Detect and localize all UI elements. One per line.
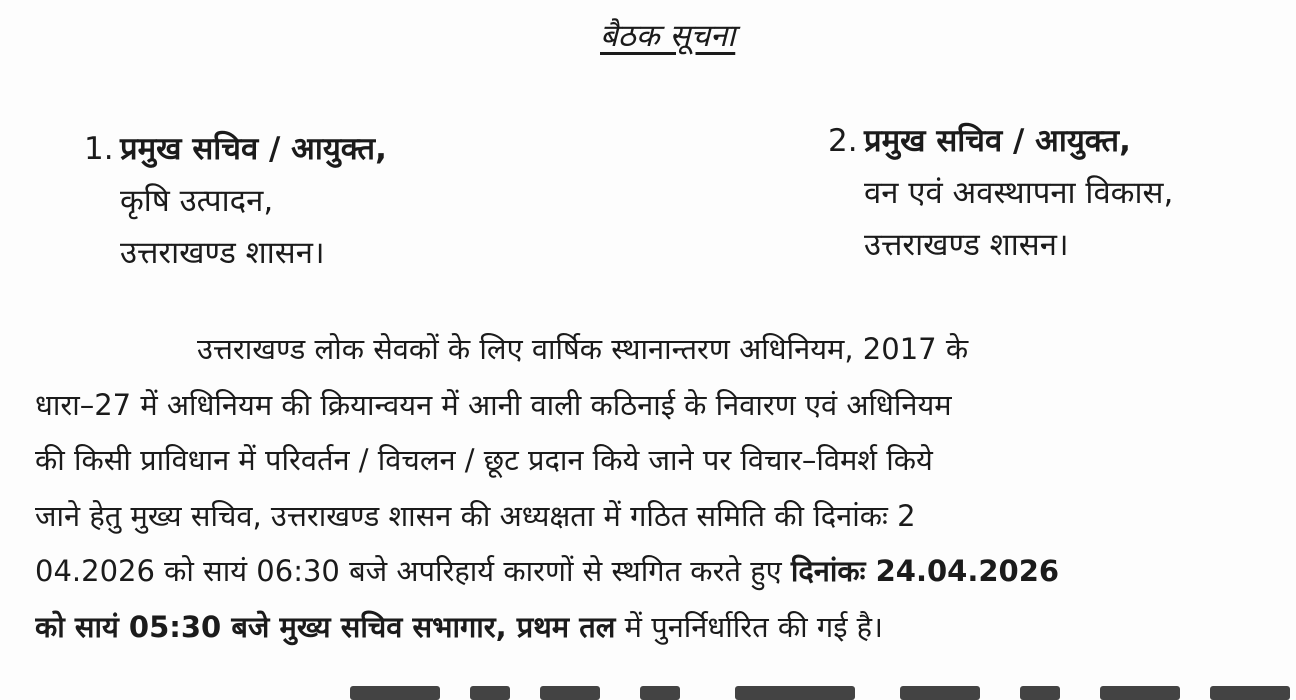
- body-line: [35, 544, 1296, 600]
- body-line: धारा–27 में अधिनियम की क्रियान्वयन में आनी वाली कठिनाई के निवारण एवं अधिनियम: [35, 387, 952, 422]
- body-line: उत्तराखण्ड लोक सेवकों के लिए वार्षिक स्थानान्तरण अधिनियम, 2017 के: [197, 332, 969, 366]
- recipient-designation: प्रमुख सचिव / आयुक्त,: [864, 123, 1131, 159]
- body-text: में पुनर्निर्धारित की गई है।: [615, 609, 884, 644]
- recipient-number: 2.: [828, 123, 858, 159]
- meeting-date: दिनांकः 24.04.2026: [790, 554, 1060, 588]
- body-line: जाने हेतु मुख्य सचिव, उत्तराखण्ड शासन की अध्यक्षता में गठित समिति की दिनांकः 2: [35, 498, 916, 533]
- meeting-time-venue: को सायं 05:30 बजे मुख्य सचिव सभागार, प्रथम तल: [35, 609, 616, 644]
- recipient-designation: प्रमुख सचिव / आयुक्त,: [120, 131, 387, 167]
- recipient-1: [84, 123, 387, 279]
- recipient-department: वन एवं अवस्थापना विकास,: [864, 175, 1174, 211]
- recipient-department: कृषि उत्पादन,: [120, 183, 274, 219]
- body-paragraph: [35, 322, 1296, 655]
- recipient-government: उत्तराखण्ड शासन।: [864, 227, 1069, 263]
- body-line: [35, 600, 1296, 656]
- document-title: बैठक सूचना: [600, 18, 736, 54]
- cut-off-next-line: [340, 676, 1296, 700]
- recipient-government: उत्तराखण्ड शासन।: [120, 235, 325, 271]
- body-line: की किसी प्राविधान में परिवर्तन / विचलन / छूट प्रदान किये जाने पर विचार–विमर्श किये: [35, 443, 933, 477]
- recipient-number: 1.: [84, 131, 114, 167]
- body-text: 04.2026 को सायं 06:30 बजे अपरिहार्य कारणों से स्थगित करते हुए: [35, 554, 791, 588]
- recipient-2: [828, 115, 1173, 271]
